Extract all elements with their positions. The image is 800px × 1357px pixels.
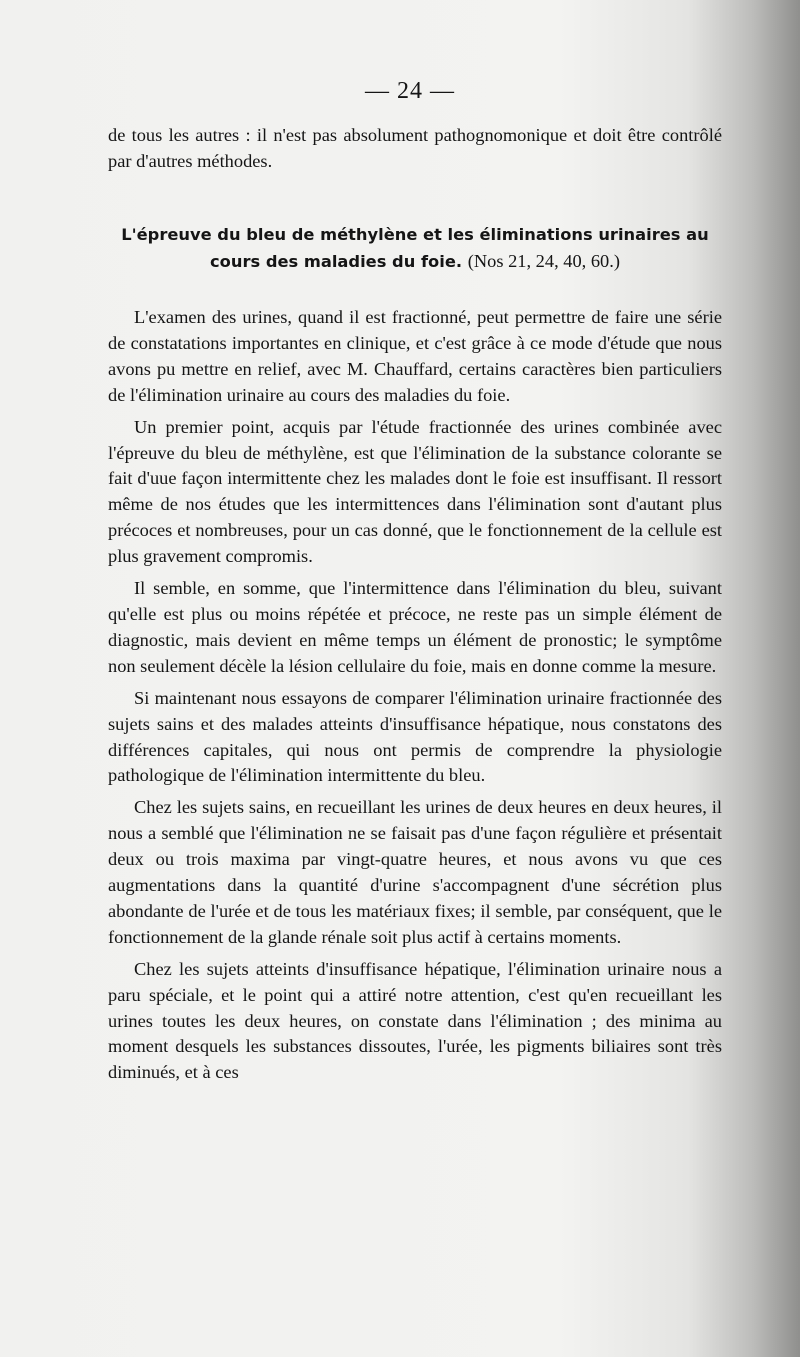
paragraph: L'examen des urines, quand il est fractionné, peut permettre de faire une série de constatations importantes en clinique, et c'est grâce à ce mode d'étude que nous avons pu mettre en relief, avec M. Chauffard, certains caractères bien particuliers de l'élimination urinaire au cours des maladies du foie.: [108, 307, 722, 405]
body-text: [108, 305, 722, 1086]
section-heading-title: L'épreuve du bleu de méthylène et les éliminations urinaires au cours des maladies du foie.: [121, 225, 709, 271]
section-heading-references: (Nos 21, 24, 40, 60.): [467, 251, 620, 271]
paragraph: Un premier point, acquis par l'étude fractionnée des urines combinée avec l'épreuve du bleu de méthylène, est que l'élimination de la substance colorante se fait d'uue façon intermittente chez les malades dont le foie est insuffisant. Il ressort même de nos études que les intermittences dans l'élimination sont d'autant plus précoces et nombreuses, pour un cas donné, que le fonctionnement de la cellule est plus gravement compromis.: [108, 416, 722, 567]
paragraph: Chez les sujets sains, en recueillant les urines de deux heures en deux heures, il nous a semblé que l'élimination ne se faisait pas d'une façon régulière et présentait deux ou trois maxima par vingt-quatre heures, et nous avons vu que ces augmentations dans la quantité d'urine s'accompagnent d'une sécrétion plus abondante de l'urée et de tous les matériaux fixes; il semble, par conséquent, que le fonctionnement de la glande rénale soit plus actif à certains moments.: [108, 797, 722, 947]
page-number: — 24 —: [365, 78, 455, 104]
intro-paragraph: [108, 123, 722, 175]
paragraph: Il semble, en somme, que l'intermittence dans l'élimination du bleu, suivant qu'elle est plus ou moins répétée et précoce, ne reste pas un simple élément de diagnostic, mais devient en même temps un élément de pronostic; le symptôme non seulement décèle la lésion cellulaire du foie, mais en donne comme la mesure.: [108, 578, 722, 676]
paragraph: Chez les sujets atteints d'insuffisance hépatique, l'élimination urinaire nous a paru spéciale, et le point qui a attiré notre attention, c'est qu'en recueillant les urines toutes les deux heures, on constate dans l'élimination ; des minima au moment desquels les substances dissoutes, l'urée, les pigments biliaires sont très diminués, et à ces: [108, 958, 722, 1083]
section-heading: [108, 221, 722, 275]
intro-text: de tous les autres : il n'est pas absolument pathognomonique et doit être contrôlé par d'autres méthodes.: [108, 125, 722, 171]
paragraph: Si maintenant nous essayons de comparer l'élimination urinaire fractionnée des sujets sains et des malades atteints d'insuffisance hépatique, nous constatons des différences capitales, qui nous ont permis de comprendre la physiologie pathologique de l'élimination intermittente du bleu.: [108, 687, 722, 786]
